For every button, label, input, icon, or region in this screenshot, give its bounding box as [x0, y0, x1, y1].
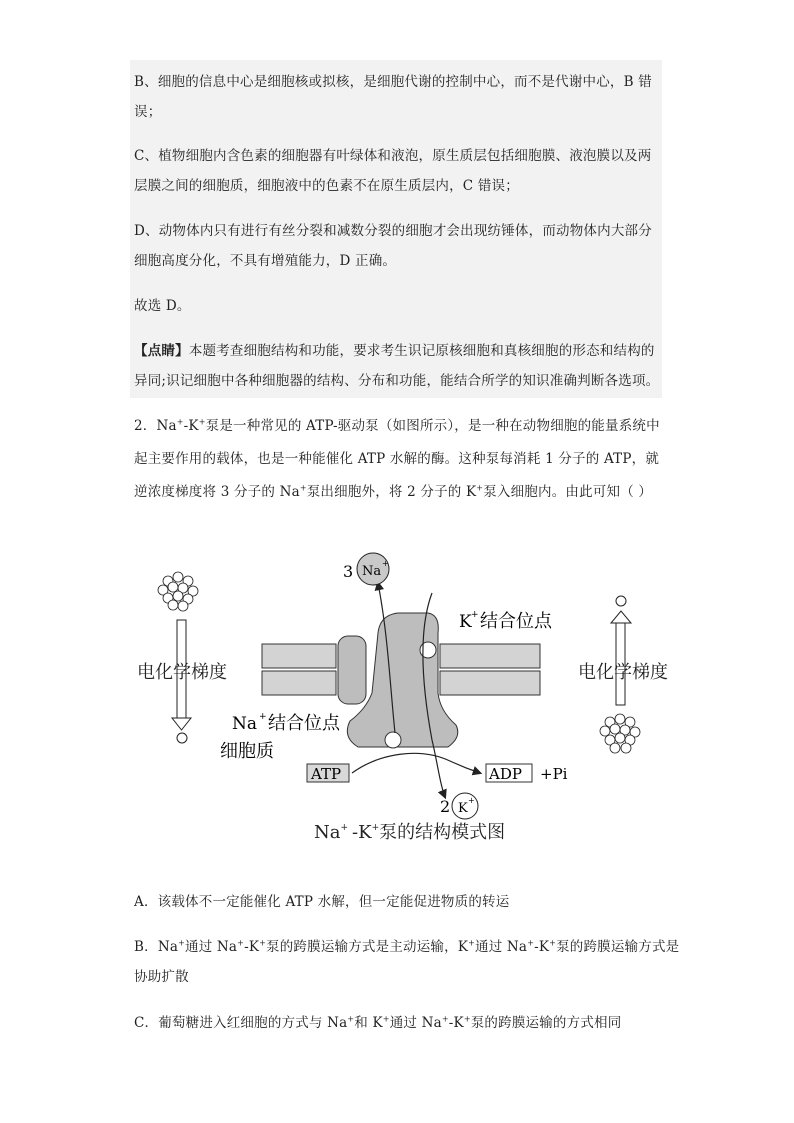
analysis-b-line1: B、细胞的信息中心是细胞核或拟核，是细胞代谢的控制中心，而不是代谢中心，B 错	[134, 74, 652, 90]
pump-small-subunit	[338, 636, 366, 704]
analysis-b-line2: 误；	[134, 104, 162, 120]
option-sup: +	[441, 1014, 449, 1024]
option-c	[134, 1011, 621, 1031]
right-gradient-label: 电化学梯度	[578, 662, 668, 683]
k-site-charge: +	[471, 610, 479, 620]
analysis-c-line1: C、植物细胞内含色素的细胞器有叶绿体和液泡，原生质层包括细胞膜、液泡膜以及两	[134, 148, 652, 164]
k-in-label: K	[458, 801, 468, 816]
analysis-comment-line1	[134, 339, 655, 359]
comment-tag: 【点睛】	[134, 343, 189, 359]
analysis-answer: 故选 D。	[134, 298, 191, 314]
option-sup: +	[237, 938, 245, 948]
na-site-ion: Na	[232, 714, 258, 734]
option-text: 泵的跨膜运输方式是	[556, 939, 680, 955]
q2-text: 逆浓度梯度将 3 分子的 Na	[134, 484, 300, 500]
option-text: -K	[448, 1015, 464, 1031]
option-text: 泵的跨膜运输的方式相同	[470, 1015, 622, 1031]
k-in-charge: +	[468, 796, 475, 805]
option-sup: +	[382, 1014, 390, 1024]
na-binding-site	[385, 732, 401, 748]
option-text: C．葡萄糖进入红细胞的方式与 Na	[134, 1015, 348, 1031]
option-b-line1	[134, 935, 679, 955]
option-sup: +	[178, 938, 185, 948]
option-sup: +	[347, 1014, 355, 1024]
k-in-count: 2	[440, 797, 451, 816]
atp-hydrolysis-arrow	[352, 753, 480, 773]
left-small-ion	[177, 733, 187, 743]
na-out-charge: +	[382, 559, 389, 568]
pi-label: +Pi	[540, 765, 568, 783]
left-gradient-label: 电化学梯度	[137, 662, 227, 683]
option-sup: +	[468, 938, 476, 948]
na-site-label: 结合位点	[268, 713, 340, 734]
na-k-pump-diagram	[0, 525, 794, 865]
comment-text: 本题考查细胞结构和功能，要求考生识记原核细胞和真核细胞的形态和结构的	[188, 343, 655, 359]
atp-label: ATP	[311, 765, 342, 783]
option-sup: +	[527, 938, 535, 948]
question2-line2: 起主要作用的载体，也是一种能催化 ATP 水解的酶。这种泵每消耗 1 分子的 ATP，就	[134, 451, 660, 467]
question2-line3	[134, 480, 652, 500]
option-sup: +	[463, 1014, 471, 1024]
figure-caption: Na+ -K+泵的结构模式图	[314, 822, 506, 843]
q2-sup: +	[176, 417, 184, 427]
right-up-arrow	[611, 611, 631, 705]
q2-sup: +	[198, 417, 206, 427]
q2-text: -K	[183, 418, 199, 434]
q2-text: 泵入细胞内。由此可知（ ）	[483, 484, 653, 500]
option-text: 和 K	[354, 1015, 383, 1031]
adp-label: ADP	[489, 765, 522, 783]
option-text: B．Na	[134, 939, 179, 955]
k-site-label: 结合位点	[480, 611, 552, 632]
right-small-ion	[616, 596, 626, 606]
option-a: A．该载体不一定能催化 ATP 水解，但一定能促进物质的转运	[134, 894, 510, 910]
option-sup: +	[259, 938, 267, 948]
option-text: 泵的跨膜运输方式是主动运输，K	[266, 939, 469, 955]
analysis-c-line2: 层膜之间的细胞质，细胞液中的色素不在原生质层内，C 错误；	[134, 178, 519, 194]
q2-text: 泵出细胞外，将 2 分子的 K	[306, 484, 477, 500]
question2-line1	[134, 414, 660, 434]
q2-text: 2．Na	[134, 418, 177, 434]
q2-sup: +	[476, 483, 484, 493]
option-sup: +	[549, 938, 557, 948]
left-ion-cluster	[158, 572, 198, 611]
option-text: 通过 Na	[389, 1015, 442, 1031]
option-text: -K	[244, 939, 260, 955]
option-text: 通过 Na	[185, 939, 238, 955]
q2-text: 泵是一种常见的 ATP-驱动泵（如图所示），是一种在动物细胞的能量系统中	[205, 418, 660, 434]
na-site-charge: +	[259, 712, 267, 722]
analysis-d-line2: 细胞高度分化，不具有增殖能力，D 正确。	[134, 253, 397, 269]
na-out-label: Na	[362, 564, 382, 579]
na-out-count: 3	[343, 562, 354, 581]
analysis-d-line1: D、动物体内只有进行有丝分裂和减数分裂的细胞才会出现纺锤体，而动物体内大部分	[134, 223, 652, 239]
option-text: 通过 Na	[475, 939, 528, 955]
q2-sup: +	[299, 483, 307, 493]
analysis-comment-line2: 异同;识记细胞中各种细胞器的结构、分布和功能，能结合所学的知识准确判断各选项。	[134, 373, 660, 389]
cytoplasm-label: 细胞质	[220, 741, 274, 762]
k-site-ion: K	[459, 612, 472, 632]
option-text: -K	[534, 939, 550, 955]
option-b-line2: 协助扩散	[134, 969, 189, 985]
right-ion-cluster	[600, 714, 640, 753]
